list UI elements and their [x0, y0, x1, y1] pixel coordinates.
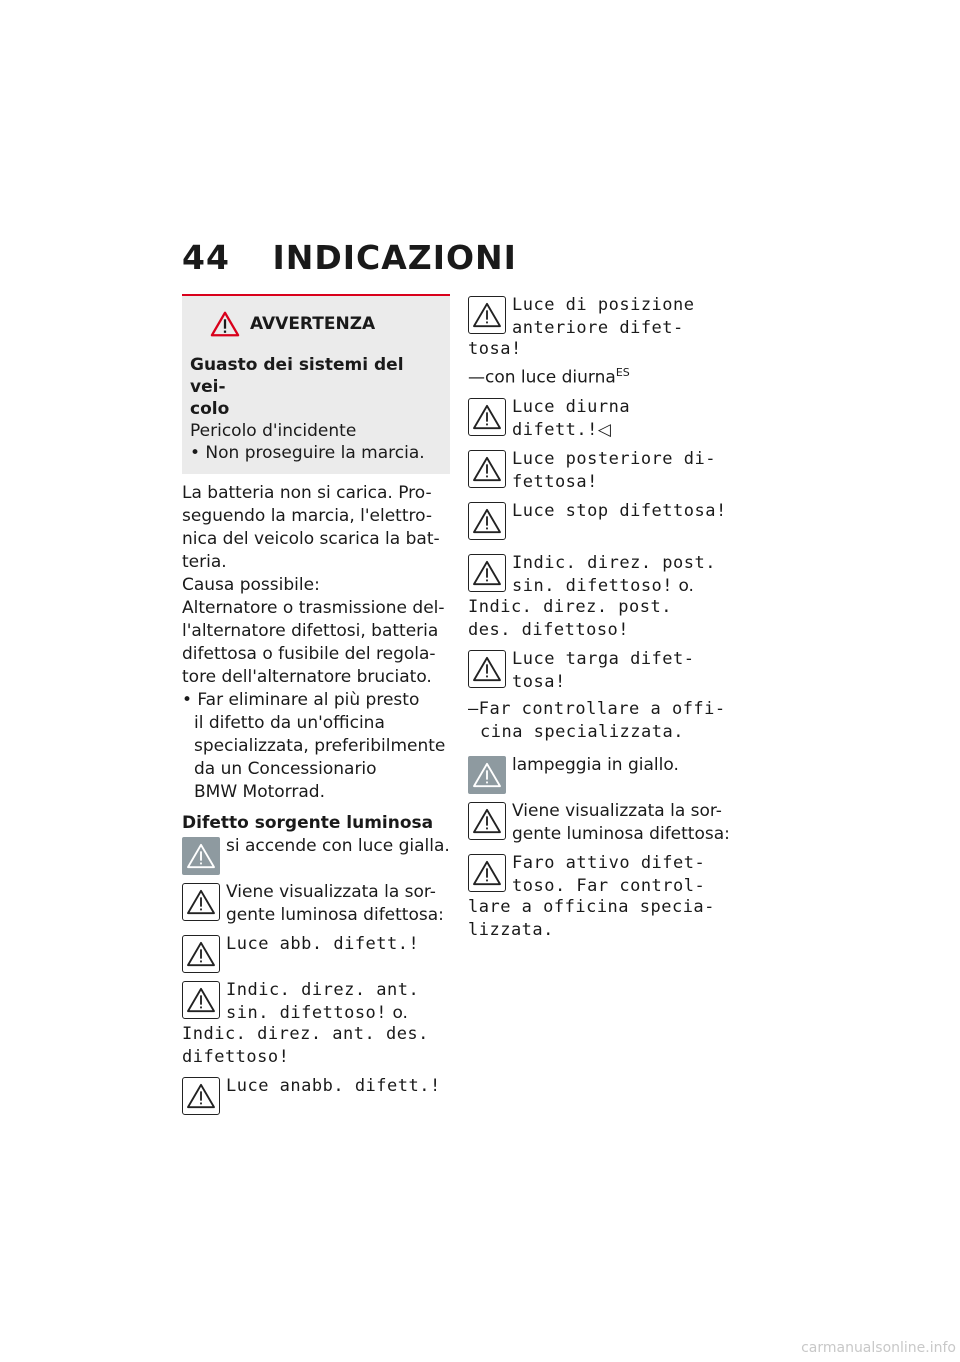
or-text: o.: [678, 575, 694, 596]
display-message: Indic. direz. post.: [512, 552, 716, 573]
indicator-row: [468, 648, 738, 694]
display-message: anteriore difet-: [512, 318, 684, 338]
warning-triangle-icon: [468, 650, 506, 688]
paragraph-line: l'alternatore difettosi, batteria: [182, 621, 439, 641]
warning-heading-cont: colo: [190, 399, 230, 419]
display-message: difett.!: [512, 419, 598, 440]
page-header: [182, 238, 517, 277]
display-message: Indic. direz. post.: [468, 596, 672, 617]
paragraph-line: difettosa o fusibile del regola-: [182, 644, 436, 664]
bullet-item: • Far eliminare al più presto: [182, 690, 420, 710]
warning-triangle-icon: [182, 935, 220, 973]
row-text: gente luminosa difettosa:: [512, 823, 730, 844]
warning-action: • Non proseguire la marcia.: [190, 443, 425, 463]
indicator-row: [468, 294, 738, 340]
indicator-row: [182, 979, 452, 1025]
paragraph-line: Alternatore o trasmissione del-: [182, 598, 445, 618]
display-message: Indic. direz. ant.: [226, 980, 420, 1000]
display-message: Luce abb. difett.!: [226, 934, 420, 954]
display-message: lare a officina specia-: [468, 896, 715, 917]
indicator-row: [468, 500, 738, 540]
row-text: si accende con luce gialla.: [226, 836, 450, 856]
paragraph-line: La batteria non si carica. Pro-: [182, 483, 432, 503]
warning-triangle-icon: [468, 296, 506, 334]
indicator-row: [182, 1075, 452, 1115]
display-message: des. difettoso!: [468, 619, 630, 640]
warning-text: Pericolo d'incidente: [190, 421, 357, 441]
indicator-row: [182, 933, 452, 973]
display-message: difettoso!: [182, 1047, 290, 1067]
paragraph-line: teria.: [182, 552, 227, 572]
body-text: [182, 482, 452, 1115]
right-column: [468, 294, 738, 948]
warning-title: AVVERTENZA: [210, 310, 442, 338]
warning-heading: Guasto dei sistemi del vei-: [190, 355, 404, 397]
display-message: tosa!: [512, 671, 566, 692]
warning-triangle-icon: [468, 450, 506, 488]
display-message: sin. difettoso!: [512, 575, 674, 596]
row-text: lampeggia in giallo.: [512, 754, 679, 775]
warning-triangle-icon: [210, 310, 240, 338]
indicator-row: [468, 448, 738, 494]
or-text: o.: [392, 1003, 408, 1023]
display-message: Faro attivo difet-: [512, 852, 706, 873]
display-message: Indic. direz. ant. des.: [182, 1024, 429, 1044]
indicator-row: [468, 800, 738, 846]
display-message: Luce targa difet-: [512, 648, 695, 669]
indicator-row: [468, 552, 738, 598]
display-message: Luce stop difettosa!: [512, 500, 727, 521]
display-message: —Far controllare a offi-: [468, 698, 726, 719]
indicator-row: [468, 396, 738, 442]
warning-triangle-icon: [182, 837, 220, 875]
indicator-row: [468, 852, 738, 898]
display-message: Luce posteriore di-: [512, 448, 716, 469]
left-column: [182, 294, 452, 1121]
page-title: INDICAZIONI: [272, 238, 517, 277]
warning-triangle-icon: [468, 802, 506, 840]
warning-triangle-icon: [468, 554, 506, 592]
warning-triangle-icon: [182, 883, 220, 921]
indicator-row: [182, 835, 452, 875]
drl-label: —con luce diurna: [468, 367, 616, 388]
paragraph-line: nica del veicolo scarica la bat-: [182, 529, 440, 549]
bullet-line: da un Concessionario: [194, 759, 377, 779]
warning-triangle-icon: [468, 502, 506, 540]
display-message: toso. Far control-: [512, 875, 706, 896]
paragraph-line: seguendo la marcia, l'elettro-: [182, 506, 432, 526]
row-text: Viene visualizzata la sor-: [512, 800, 722, 821]
watermark: carmanualsonline.info: [801, 1340, 956, 1356]
warning-triangle-icon: [468, 854, 506, 892]
indicator-row: [182, 881, 452, 927]
warning-triangle-icon: [182, 1077, 220, 1115]
display-message: cina specializzata.: [480, 721, 684, 742]
drl-superscript: ES: [615, 366, 630, 379]
paragraph-line: tore dell'alternatore bruciato.: [182, 667, 432, 687]
display-message: tosa!: [468, 339, 522, 359]
display-message: Luce di posizione: [512, 295, 695, 315]
row-text: Viene visualizzata la sor-: [226, 882, 436, 902]
page-number: 44: [182, 238, 230, 277]
end-mark-icon: ◁: [597, 419, 611, 440]
display-message: sin. difettoso!: [226, 1003, 388, 1023]
bullet-line: specializzata, preferibilmente: [194, 736, 446, 756]
bullet-line: il difetto da un'officina: [194, 713, 385, 733]
display-message: Luce diurna: [512, 396, 631, 417]
indicator-row: [468, 754, 738, 794]
section-title: Difetto sorgente luminosa: [182, 813, 434, 833]
bullet-line: BMW Motorrad.: [194, 782, 325, 802]
cause-label: Causa possibile:: [182, 575, 320, 595]
display-message: lizzata.: [468, 919, 554, 940]
warning-triangle-icon: [468, 398, 506, 436]
display-message: fettosa!: [512, 471, 598, 492]
display-message: Luce anabb. difett.!: [226, 1076, 441, 1096]
warning-triangle-icon: [468, 756, 506, 794]
warning-box: [182, 294, 450, 474]
row-text: gente luminosa difettosa:: [226, 905, 444, 925]
warning-triangle-icon: [182, 981, 220, 1019]
